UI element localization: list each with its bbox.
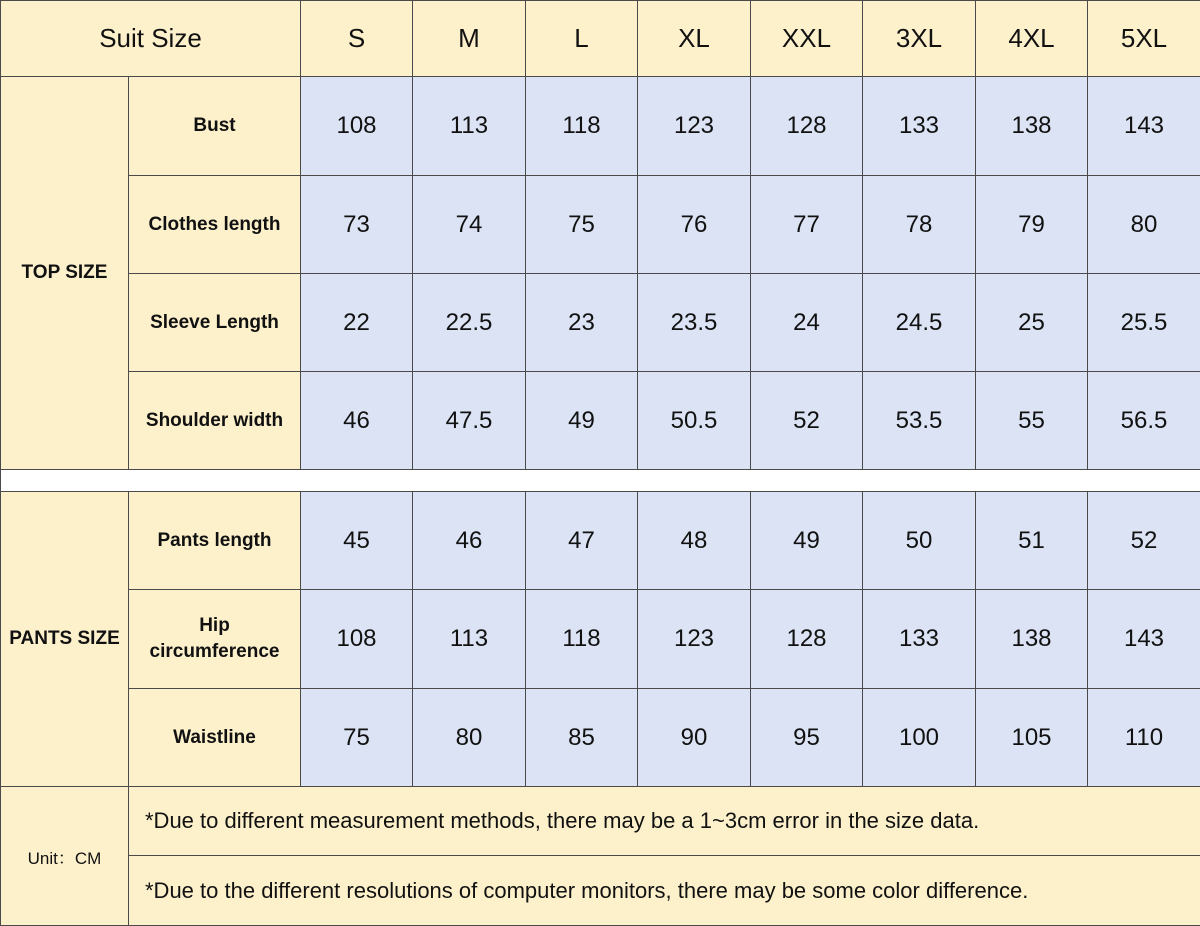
row-label: Sleeve Length (128, 273, 301, 372)
measurement-cell: 52 (750, 371, 863, 470)
measurement-cell: 95 (750, 688, 863, 787)
header-suit-size: Suit Size (0, 0, 301, 77)
measurement-cell: 90 (637, 688, 751, 787)
measurement-cell: 24 (750, 273, 863, 372)
header-size-4xl: 4XL (975, 0, 1088, 77)
header-size-xl: XL (637, 0, 751, 77)
measurement-cell: 76 (637, 175, 751, 274)
pants-size-group-label: PANTS SIZE (0, 491, 129, 787)
measurement-cell: 138 (975, 76, 1088, 176)
header-size-s: S (300, 0, 413, 77)
measurement-cell: 113 (412, 76, 526, 176)
measurement-cell: 23 (525, 273, 638, 372)
measurement-cell: 133 (862, 76, 976, 176)
measurement-cell: 118 (525, 76, 638, 176)
measurement-cell: 133 (862, 589, 976, 689)
measurement-cell: 47.5 (412, 371, 526, 470)
row-label: Clothes length (128, 175, 301, 274)
top-size-group-label: TOP SIZE (0, 76, 129, 470)
measurement-cell: 73 (300, 175, 413, 274)
measurement-cell: 45 (300, 491, 413, 590)
measurement-cell: 52 (1087, 491, 1200, 590)
measurement-cell: 123 (637, 76, 751, 176)
measurement-cell: 49 (525, 371, 638, 470)
measurement-cell: 24.5 (862, 273, 976, 372)
measurement-cell: 49 (750, 491, 863, 590)
measurement-cell: 46 (412, 491, 526, 590)
header-size-m: M (412, 0, 526, 77)
measurement-cell: 48 (637, 491, 751, 590)
measurement-cell: 118 (525, 589, 638, 689)
measurement-cell: 100 (862, 688, 976, 787)
row-label: Waistline (128, 688, 301, 787)
measurement-cell: 143 (1087, 76, 1200, 176)
measurement-cell: 55 (975, 371, 1088, 470)
header-size-l: L (525, 0, 638, 77)
header-size-5xl: 5XL (1087, 0, 1200, 77)
measurement-cell: 143 (1087, 589, 1200, 689)
unit-label: Unit：CM (0, 786, 129, 926)
row-label: Bust (128, 76, 301, 176)
measurement-cell: 47 (525, 491, 638, 590)
measurement-cell: 51 (975, 491, 1088, 590)
measurement-cell: 50.5 (637, 371, 751, 470)
header-size-3xl: 3XL (862, 0, 976, 77)
row-label: Hip circumference (128, 589, 301, 689)
measurement-cell: 53.5 (862, 371, 976, 470)
measurement-cell: 108 (300, 589, 413, 689)
measurement-cell: 110 (1087, 688, 1200, 787)
row-label: Pants length (128, 491, 301, 590)
measurement-cell: 46 (300, 371, 413, 470)
measurement-cell: 25 (975, 273, 1088, 372)
section-separator (0, 469, 1200, 492)
measurement-cell: 108 (300, 76, 413, 176)
measurement-cell: 78 (862, 175, 976, 274)
measurement-cell: 105 (975, 688, 1088, 787)
footnote-color: *Due to the different resolutions of computer monitors, there may be some color difference. (128, 855, 1200, 926)
measurement-cell: 128 (750, 589, 863, 689)
footnote-measurement: *Due to different measurement methods, there may be a 1~3cm error in the size data. (128, 786, 1200, 856)
measurement-cell: 50 (862, 491, 976, 590)
measurement-cell: 85 (525, 688, 638, 787)
measurement-cell: 138 (975, 589, 1088, 689)
measurement-cell: 22 (300, 273, 413, 372)
measurement-cell: 113 (412, 589, 526, 689)
measurement-cell: 23.5 (637, 273, 751, 372)
measurement-cell: 56.5 (1087, 371, 1200, 470)
measurement-cell: 77 (750, 175, 863, 274)
measurement-cell: 75 (300, 688, 413, 787)
measurement-cell: 25.5 (1087, 273, 1200, 372)
measurement-cell: 80 (412, 688, 526, 787)
measurement-cell: 75 (525, 175, 638, 274)
measurement-cell: 123 (637, 589, 751, 689)
header-size-xxl: XXL (750, 0, 863, 77)
measurement-cell: 128 (750, 76, 863, 176)
row-label: Shoulder width (128, 371, 301, 470)
measurement-cell: 22.5 (412, 273, 526, 372)
measurement-cell: 80 (1087, 175, 1200, 274)
measurement-cell: 79 (975, 175, 1088, 274)
measurement-cell: 74 (412, 175, 526, 274)
